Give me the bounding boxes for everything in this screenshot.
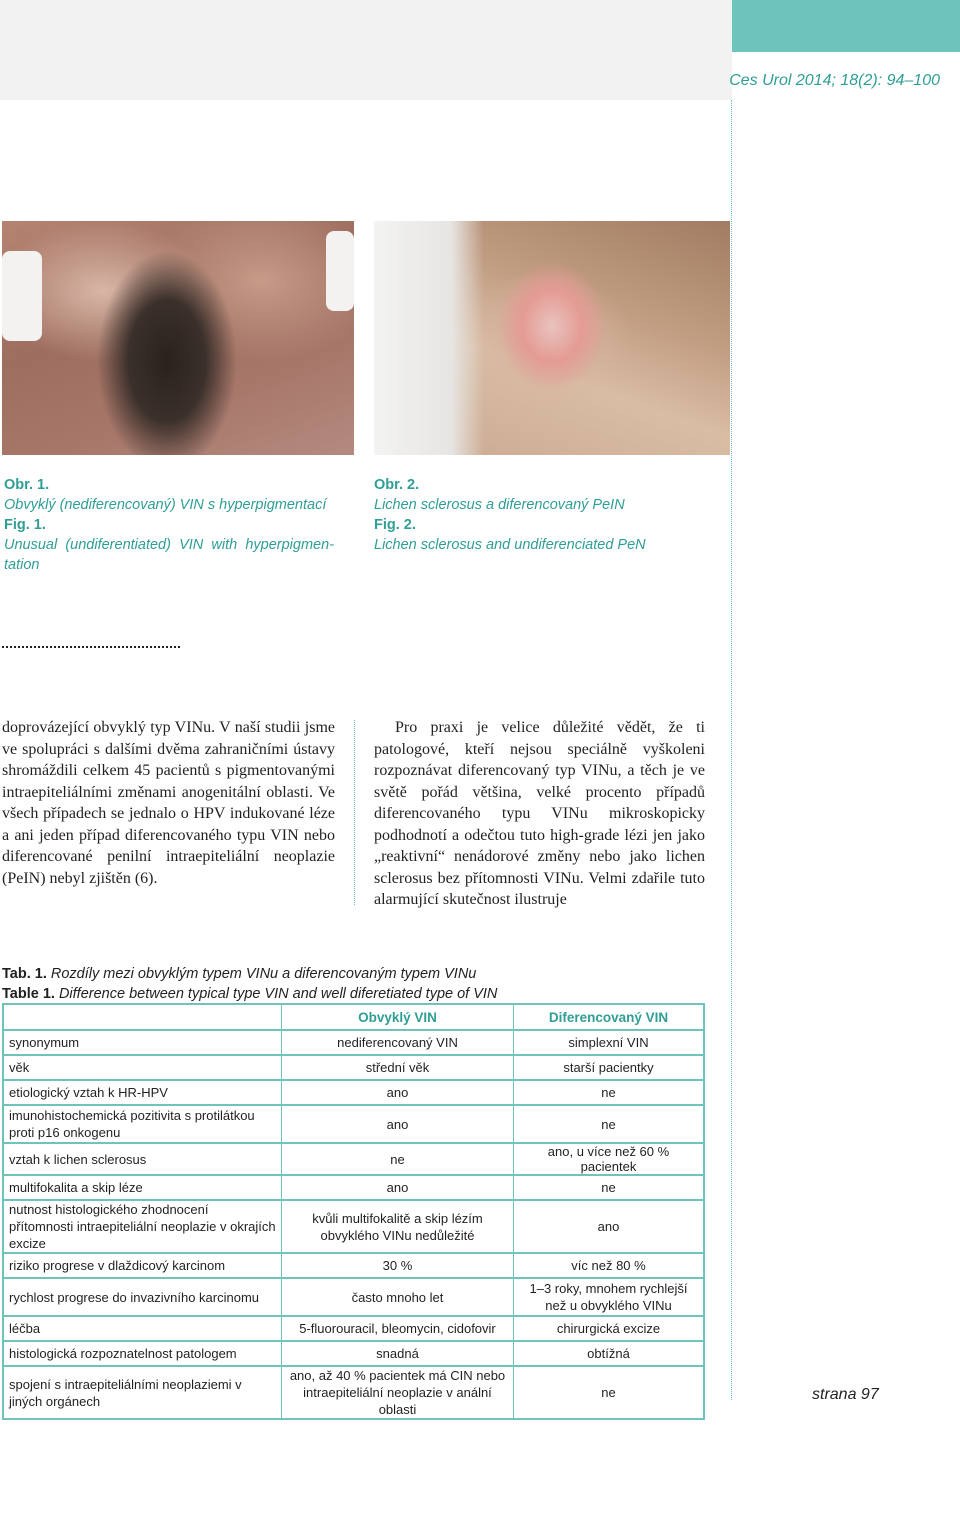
cell-typical: 5-fluorouracil, bleomycin, cidofovir [282, 1317, 514, 1342]
cell-differentiated: simplexní VIN [514, 1031, 703, 1056]
figure-1-label-en: Fig. 1. [4, 517, 46, 533]
figure-2-label-en: Fig. 2. [374, 517, 416, 533]
table-row [4, 1081, 703, 1106]
figure-2-label-cz: Obr. 2. [374, 477, 420, 493]
journal-reference: Ces Urol 2014; 18(2): 94–100 [729, 72, 940, 89]
figure-1-text-en: Unusual (undiferentiated) VIN with hyperpigmen- tation [4, 537, 334, 573]
row-label: rychlost progrese do invazivního karcinomu [4, 1279, 282, 1317]
row-label: imunohistochemická pozitivita s protilátkou proti p16 onkogenu [4, 1106, 282, 1144]
row-label: nutnost histologického zhodnocení přítomnosti intraepiteliální neoplazie v okrajích excize [4, 1201, 282, 1254]
cell-differentiated: ne [601, 1385, 616, 1400]
row-label: multifokalita a skip léze [4, 1176, 282, 1201]
cell-differentiated: ne [514, 1106, 703, 1144]
table-caption [2, 964, 497, 1004]
table-row [4, 1106, 703, 1144]
cell-differentiated: víc než 80 % [514, 1254, 703, 1279]
cell-typical: ano [282, 1176, 514, 1201]
body-column-left: doprovázející obvyklý typ VINu. V naší studii jsme ve spolupráci s dalšími dvěma zahraničními ústavy shromáždili celkem 45 pacientů s pigmentovanými intraepiteliálními změnami anogenitální oblasti. Ve všech případech se jednalo o HPV indukované léze a ani jeden případ diferencovaného typu VIN nebo diferencované penilní intraepiteliální neoplazie (PeIN) nebyl zjištěn (6). [2, 719, 335, 887]
cell-typical: nediferencovaný VIN [282, 1031, 514, 1056]
cell-differentiated: chirurgická excize [514, 1317, 703, 1342]
cell-typical: ano [282, 1081, 514, 1106]
header-cell-typical-vin: Obvyklý VIN [282, 1005, 514, 1031]
row-label: vztah k lichen sclerosus [4, 1144, 282, 1176]
cell-differentiated: 1–3 roky, mnohem rychlejší než u obvyklého VINu [514, 1279, 703, 1317]
cell-differentiated: obtížná [514, 1342, 703, 1367]
row-label: etiologický vztah k HR-HPV [4, 1081, 282, 1106]
figure-2-text-en: Lichen sclerosus and undiferenciated PeN [374, 537, 646, 553]
table-header-row [4, 1005, 703, 1031]
row-label: věk [4, 1056, 282, 1081]
margin-divider [731, 100, 732, 1400]
table-row [4, 1056, 703, 1081]
table-row [4, 1176, 703, 1201]
table-row [4, 1031, 703, 1056]
table-row [4, 1279, 703, 1317]
row-label: histologická rozpoznatelnost patologem [4, 1342, 282, 1367]
table-row [4, 1342, 703, 1367]
cell-typical: často mnoho let [282, 1279, 514, 1317]
table-row [4, 1254, 703, 1279]
cell-differentiated: ne [514, 1176, 703, 1201]
table-caption-en: Difference between typical type VIN and well diferetiated type of VIN [58, 986, 498, 1002]
row-label: léčba [4, 1317, 282, 1342]
cell-typical: 30 % [282, 1254, 514, 1279]
header-cell-empty [4, 1005, 282, 1031]
row-label: spojení s intraepiteliálními neoplaziemi v jiných orgánech [4, 1367, 282, 1418]
cell-differentiated: starší pacientky [514, 1056, 703, 1081]
cell-typical: ne [282, 1144, 514, 1176]
table-row [4, 1367, 703, 1418]
glove-left [2, 251, 42, 341]
figure-1-photo [2, 221, 354, 455]
cell-typical: ano [282, 1106, 514, 1144]
glove-right [326, 231, 354, 311]
table-row [4, 1317, 703, 1342]
cell-differentiated: ano, u více než 60 % pacientek [514, 1144, 703, 1176]
figure-2-photo [374, 221, 730, 455]
column-divider [354, 720, 355, 905]
cell-typical: snadná [282, 1342, 514, 1367]
header-panel [0, 0, 732, 100]
table-label-cz: Tab. 1. [2, 966, 47, 982]
cell-typical: kvůli multifokalitě a skip lézím obvyklého VINu nedůležité [282, 1201, 514, 1254]
cell-differentiated: ano [514, 1201, 703, 1254]
table-row [4, 1201, 703, 1254]
body-column-right: Pro praxi je velice důležité vědět, že ti patologové, kteří nejsou speciálně vyškoleni rozpoznávat diferencovaný typ VINu, a těch je ve světě pořád většina, velké procento případů diferencovaného typu VINu mikroskopicky podhodnotí a odečtou tuto high-grade lézi jen jako „reaktivní“ nenádorové změny nebo jako lichen sclerosus bez přítomnosti VINu. Velmi zdařile tuto alarmující skutečnost ilustruje [374, 719, 705, 908]
figure-1-caption [4, 475, 334, 575]
section-separator [2, 646, 180, 648]
comparison-table [2, 1003, 705, 1420]
table-caption-cz: Rozdíly mezi obvyklým typem VINu a diferencovaným typem VINu [50, 966, 477, 982]
figure-2-caption [374, 475, 704, 555]
figure-2-text-cz: Lichen sclerosus a diferencovaný PeIN [374, 497, 625, 513]
figure-1-label-cz: Obr. 1. [4, 477, 50, 493]
cell-differentiated: ne [514, 1081, 703, 1106]
row-label: riziko progrese v dlaždicový karcinom [4, 1254, 282, 1279]
photo-background [374, 221, 484, 455]
cell-typical: střední věk [282, 1056, 514, 1081]
table-label-en: Table 1. [2, 986, 55, 1002]
table-row [4, 1144, 703, 1176]
cell-typical: ano, až 40 % pacientek má CIN nebo intraepiteliální neoplazie v anální oblasti [282, 1367, 514, 1418]
row-label: synonymum [4, 1031, 282, 1056]
page-number: strana 97 [812, 1386, 879, 1403]
figure-1-text-cz: Obvyklý (nediferencovaný) VIN s hyperpigmentací [4, 497, 327, 513]
header-cell-differentiated-vin: Diferencovaný VIN [514, 1005, 703, 1031]
